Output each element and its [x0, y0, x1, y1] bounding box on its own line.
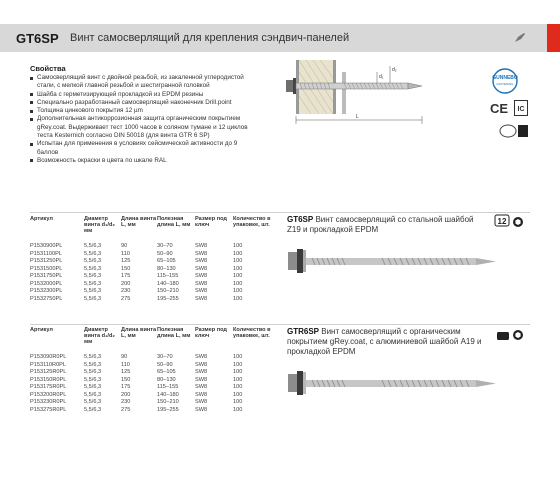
gtr6sp-table	[30, 327, 277, 414]
col-article-header: Артикул	[30, 216, 53, 222]
table-cell: P1532300PL	[30, 288, 63, 294]
table-cell: 5,5/6,3	[84, 354, 102, 360]
table-cell: 80–130	[157, 376, 176, 383]
table-cell: SW8	[195, 391, 208, 398]
table-cell: P1531250PL	[30, 258, 63, 264]
gunnebo-logo	[490, 66, 520, 96]
property-item: Специально разработанный самосверлящий наконечник Drill.point	[30, 99, 260, 107]
table-cell: 100	[233, 391, 243, 398]
table-cell: P153150R0PL	[30, 376, 67, 383]
table-cell: 200	[121, 391, 131, 398]
section-code: GTR6SP	[287, 327, 320, 336]
table-cell: SW8	[195, 280, 208, 287]
table-row	[30, 392, 277, 400]
properties-title: Свойства	[30, 64, 66, 73]
section-code: GT6SP	[287, 215, 314, 224]
col-wrench-size-header: Размер под ключ	[195, 216, 227, 229]
d2-label: d₂	[392, 67, 397, 73]
properties-list	[30, 74, 260, 165]
table-cell: 5,5/6,3	[84, 406, 102, 413]
table-row	[30, 281, 277, 289]
table-cell: 50–90	[157, 250, 173, 257]
table-cell: 125	[121, 258, 131, 264]
table-cell: SW8	[195, 295, 208, 302]
gt6sp-section-title	[287, 215, 487, 235]
property-item: Шайба с герметизирующей прокладкой из EPDM резины	[30, 91, 260, 99]
table-cell: 100	[233, 399, 243, 405]
table-cell: P1531100PL	[30, 250, 62, 257]
section-tab-marker	[547, 24, 560, 52]
gt6sp-table	[30, 216, 277, 303]
table-cell: 65–105	[157, 258, 176, 264]
table-cell: 5,5/6,3	[84, 288, 102, 294]
property-item: Возможность окраски в цвета по шкале RAL	[30, 157, 260, 165]
table-cell: 50–90	[157, 361, 173, 368]
property-item: Самосверлящий винт с двойной резьбой, из закаленной углеродистой стали, с мелкой главной резьбой и шестигранной головкой	[30, 74, 260, 91]
table-cell: 5,5/6,3	[84, 265, 102, 272]
table-cell: 175	[121, 273, 131, 279]
table-cell: 275	[121, 406, 131, 413]
table-row	[30, 369, 277, 377]
table-cell: 140–180	[157, 280, 179, 287]
table-cell: 150–210	[157, 288, 179, 294]
table-cell: 125	[121, 369, 131, 375]
gtr6sp-screw-image	[282, 368, 512, 400]
table-cell: P1531750PL	[30, 273, 63, 279]
col-useful-length-header: Полезная длина L, мм	[157, 327, 191, 340]
ce-mark-logo	[488, 99, 510, 117]
table-cell: P153110R0PL	[30, 361, 66, 368]
gt6sp-screw-image	[282, 246, 512, 278]
table-cell: 150	[121, 376, 131, 383]
table-cell: 150	[121, 265, 131, 272]
table-cell: P153175R0PL	[30, 384, 67, 390]
table-cell: SW8	[195, 243, 208, 249]
col-length-header: Длина винта L, мм	[121, 216, 157, 229]
table-cell: SW8	[195, 265, 208, 272]
svg-text:CE: CE	[490, 101, 509, 116]
table-cell: P153275R0PL	[30, 406, 67, 413]
table-row	[30, 377, 277, 385]
table-row	[30, 288, 277, 296]
section-description: Винт самосверлящий со стальной шайбой Z19 и прокладкой EPDM	[287, 215, 474, 234]
col-quantity-header: Количество в упаковке, шт.	[233, 327, 271, 340]
table-cell: SW8	[195, 406, 208, 413]
table-cell: 100	[233, 369, 243, 375]
table-cell: 90	[121, 243, 128, 249]
table-row	[30, 399, 277, 407]
table-cell: 275	[121, 295, 131, 302]
col-length-header: Длина винта L, мм	[121, 327, 157, 340]
property-item: Толщина цинкового покрытия 12 µm	[30, 107, 260, 115]
table-cell: 5,5/6,3	[84, 391, 102, 398]
table-cell: 65–105	[157, 369, 176, 375]
table-row	[30, 251, 277, 259]
table-header-row	[30, 216, 277, 243]
length-label: L	[356, 114, 359, 120]
table-cell: 100	[233, 273, 243, 279]
svg-text:GUNNEBO: GUNNEBO	[492, 75, 518, 81]
table-cell: SW8	[195, 273, 208, 279]
gtr6sp-section-title	[287, 327, 492, 357]
table-cell: 100	[233, 243, 243, 249]
table-cell: 115–155	[157, 384, 179, 390]
section-description: Винт самосверлящий с органическим покрытием gRey.coat, с алюминиевой шайбой A19 и прокладкой EPDM	[287, 327, 482, 356]
table-cell: 90	[121, 354, 128, 360]
table-cell: 5,5/6,3	[84, 258, 102, 264]
table-cell: SW8	[195, 361, 208, 368]
table-cell: P153090R0PL	[30, 354, 67, 360]
approval-mark-logo	[499, 124, 529, 138]
col-diameter-header: Диаметр винта d₁/d₂ мм	[84, 216, 115, 235]
table-cell: 5,5/6,3	[84, 399, 102, 405]
col-useful-length-header: Полезная длина L, мм	[157, 216, 191, 229]
table-cell: 230	[121, 288, 131, 294]
table-cell: SW8	[195, 250, 208, 257]
section-divider	[30, 324, 530, 325]
table-row	[30, 384, 277, 392]
table-cell: 200	[121, 280, 131, 287]
table-cell: SW8	[195, 288, 208, 294]
svg-text:12: 12	[497, 217, 507, 226]
table-cell: 150–210	[157, 399, 179, 405]
table-cell: 100	[233, 384, 243, 390]
product-description-title: Винт самосверлящий для крепления сэндвич-панелей	[70, 32, 350, 44]
table-row	[30, 296, 277, 304]
table-cell: 5,5/6,3	[84, 361, 102, 368]
table-cell: SW8	[195, 369, 208, 375]
table-cell: P153200R0PL	[30, 391, 67, 398]
table-cell: 5,5/6,3	[84, 295, 102, 302]
table-cell: 5,5/6,3	[84, 273, 102, 279]
table-cell: SW8	[195, 384, 208, 390]
coating-badge-icon	[496, 330, 510, 342]
col-quantity-header: Количество в упаковке, шт.	[233, 216, 271, 229]
col-article-header: Артикул	[30, 327, 53, 333]
table-cell: 5,5/6,3	[84, 376, 102, 383]
table-cell: 195–255	[157, 295, 179, 302]
zinc-coating-badge-icon	[494, 214, 510, 232]
table-cell: 100	[233, 258, 243, 264]
table-cell: 100	[233, 295, 243, 302]
table-cell: 100	[233, 250, 243, 257]
table-row	[30, 258, 277, 266]
table-cell: 110	[121, 361, 130, 368]
table-cell: SW8	[195, 258, 208, 264]
col-diameter-header: Диаметр винта d₁/d₂ мм	[84, 327, 115, 346]
table-cell: 5,5/6,3	[84, 369, 102, 375]
table-cell: 100	[233, 361, 243, 368]
d1-label: d₁	[379, 74, 384, 80]
table-row	[30, 362, 277, 370]
table-header-row	[30, 327, 277, 354]
screw-technical-drawing	[282, 58, 478, 130]
table-cell: 80–130	[157, 265, 176, 272]
table-cell: 110	[121, 250, 130, 257]
property-item: Испытан для применения в условиях сейсмической активности до 9 баллов	[30, 140, 260, 157]
col-wrench-size-header: Размер под ключ	[195, 327, 227, 340]
table-cell: 175	[121, 384, 131, 390]
screw-tip-icon	[514, 31, 526, 43]
table-cell: 30–70	[157, 243, 173, 249]
table-row	[30, 354, 277, 362]
table-cell: 30–70	[157, 354, 173, 360]
property-item: Дополнительная антикоррозионная защита органическим покрытием gRey.coat. Выдерживает тест 1000 часов в соляном тумане и 12 циклов теста Kesternich согласно DIN 50018 (для винта GTR 6 SP)	[30, 115, 260, 140]
table-cell: P1532000PL	[30, 280, 63, 287]
certification-logo	[514, 100, 528, 116]
table-cell: 5,5/6,3	[84, 250, 102, 257]
table-cell: 5,5/6,3	[84, 280, 102, 287]
section-divider	[30, 212, 530, 213]
table-cell: P153230R0PL	[30, 399, 67, 405]
table-cell: 230	[121, 399, 131, 405]
table-cell: 5,5/6,3	[84, 243, 102, 249]
table-row	[30, 273, 277, 281]
table-cell: 100	[233, 265, 243, 272]
table-cell: P1530900PL	[30, 243, 63, 249]
table-cell: 100	[233, 288, 243, 294]
svg-text:FASTENING: FASTENING	[496, 82, 514, 86]
svg-text:IC: IC	[517, 106, 525, 113]
table-row	[30, 407, 277, 415]
table-cell: 195–255	[157, 406, 179, 413]
table-cell: P1531500PL	[30, 265, 63, 272]
table-cell: P1532750PL	[30, 295, 63, 302]
hex-head-icon	[512, 329, 524, 341]
table-cell: 100	[233, 280, 243, 287]
table-cell: SW8	[195, 376, 208, 383]
table-cell: 115–155	[157, 273, 179, 279]
table-cell: 100	[233, 406, 243, 413]
product-code-title: GT6SP	[16, 31, 59, 46]
table-cell: 140–180	[157, 391, 179, 398]
table-cell: 100	[233, 354, 243, 360]
table-row	[30, 243, 277, 251]
table-cell: SW8	[195, 354, 208, 360]
table-row	[30, 266, 277, 274]
table-cell: 5,5/6,3	[84, 384, 102, 390]
table-cell: SW8	[195, 399, 208, 405]
hex-head-icon	[512, 216, 524, 228]
table-cell: 100	[233, 376, 243, 383]
table-cell: P153125R0PL	[30, 369, 67, 375]
